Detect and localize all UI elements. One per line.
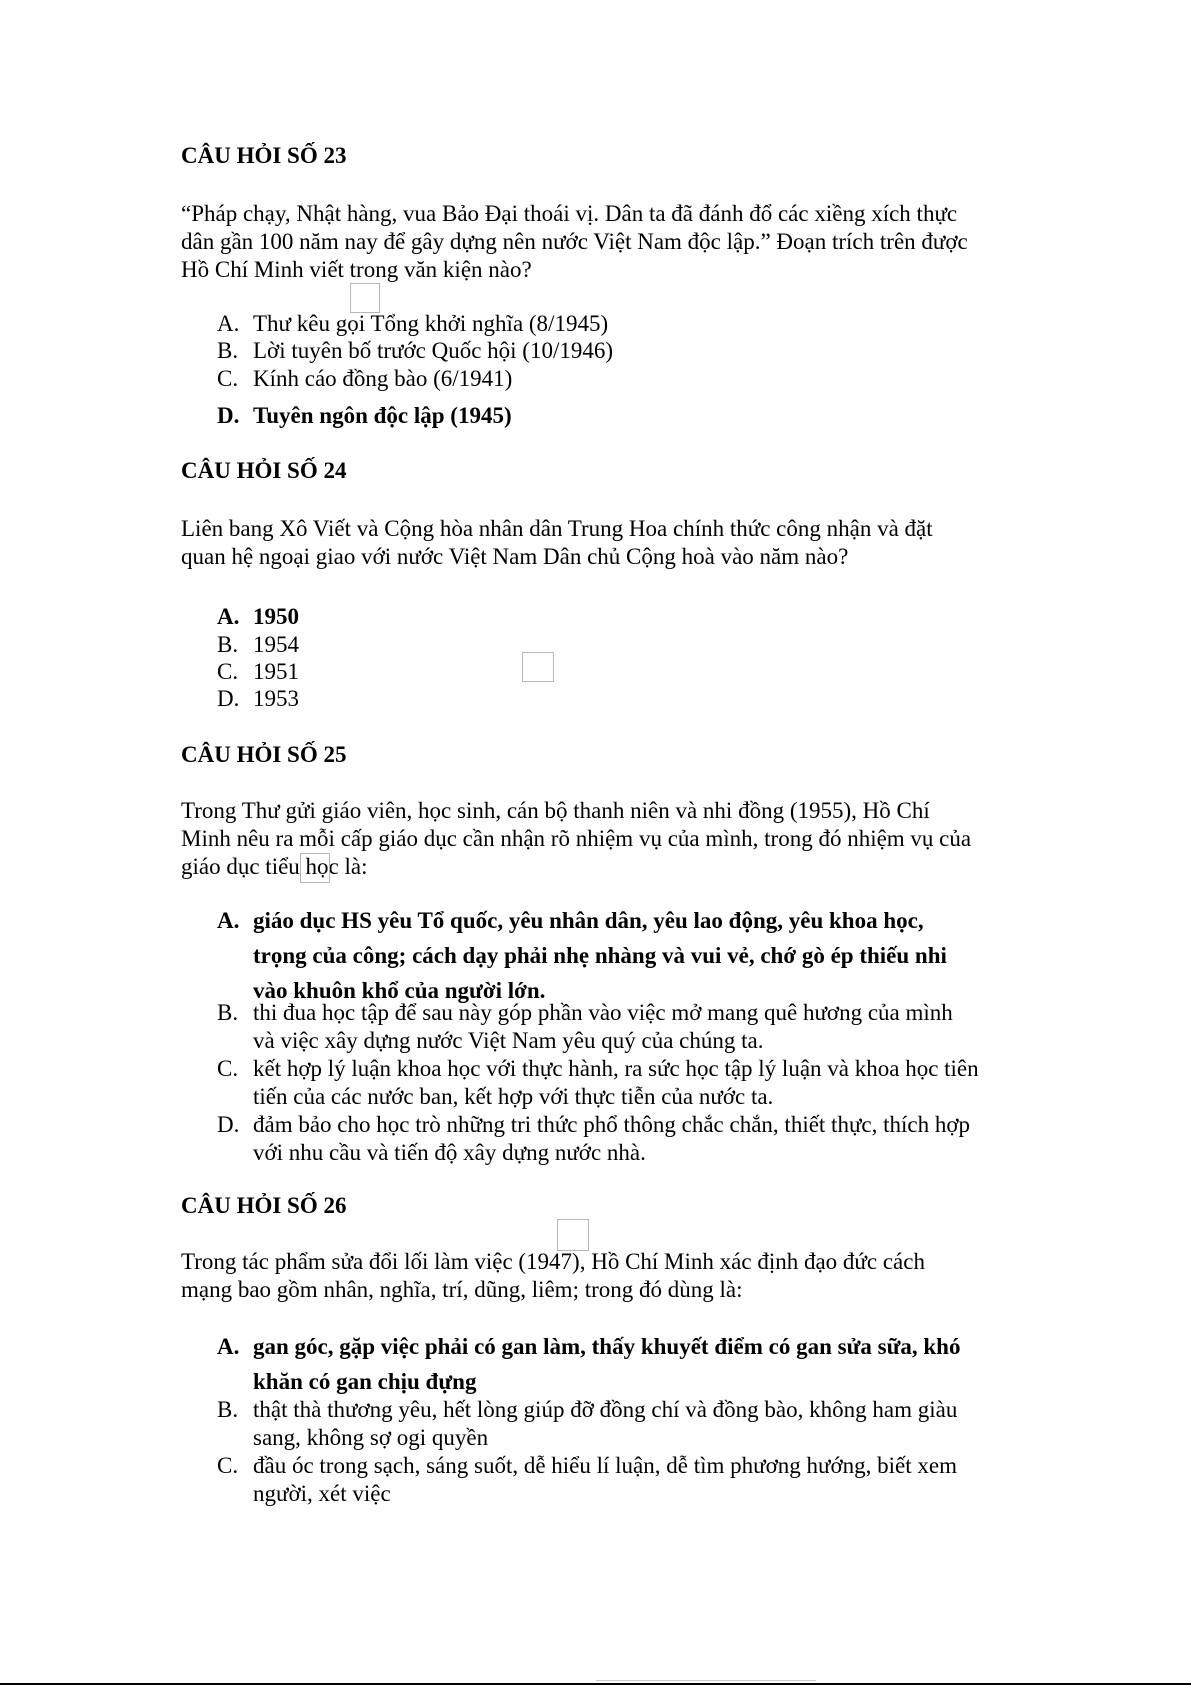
option-letter: D. [217, 686, 240, 711]
option-text: thi đua học tập để sau này góp phần vào việc mở mang quê hương của mình [253, 1000, 953, 1025]
option-text: đảm bảo cho học trò những tri thức phổ thông chắc chắn, thiết thực, thích hợp [253, 1112, 971, 1137]
option-text: và việc xây dựng nước Việt Nam yêu quý của chúng ta. [253, 1028, 764, 1053]
option-text: thật thà thương yêu, hết lòng giúp đỡ đồng chí và đồng bào, không ham giàu [253, 1397, 958, 1422]
question-25-option-a-correct [217, 907, 1017, 1005]
option-text: gan góc, gặp việc phải có gan làm, thấy khuyết điểm có gan sửa sữa, khó [253, 1334, 961, 1359]
question-26-text [181, 1248, 925, 1304]
option-letter: A. [217, 1334, 240, 1359]
question-25-heading: CÂU HỎI SỐ 25 [181, 742, 347, 767]
question-line: mạng bao gồm nhân, nghĩa, trí, dũng, liêm; trong đó dùng là: [181, 1277, 743, 1302]
question-line: Liên bang Xô Viết và Cộng hòa nhân dân Trung Hoa chính thức công nhận và đặt [181, 516, 933, 541]
option-text: đầu óc trong sạch, sáng suốt, dễ hiểu lí luận, dễ tìm phương hướng, biết xem [253, 1453, 957, 1478]
question-23-text [181, 200, 968, 284]
option-text: vào khuôn khổ của người lớn. [253, 978, 546, 1003]
option-letter: A. [217, 604, 240, 629]
question-26-heading: CÂU HỎI SỐ 26 [181, 1193, 347, 1218]
option-text: kết hợp lý luận khoa học với thực hành, ra sức học tập lý luận và khoa học tiên [253, 1056, 979, 1081]
option-text: Tuyên ngôn độc lập (1945) [253, 403, 512, 428]
question-24-text [181, 515, 933, 571]
question-25-option-d [217, 1111, 1017, 1167]
question-23-option-d-correct [217, 402, 1017, 430]
option-text: khăn có gan chịu đựng [253, 1369, 477, 1394]
option-text: Kính cáo đồng bào (6/1941) [253, 366, 513, 391]
question-24-option-d [217, 685, 1017, 713]
option-letter: A. [217, 908, 240, 933]
question-line: dân gần 100 năm nay để gây dựng nên nước Việt Nam độc lập.” Đoạn trích trên được [181, 229, 968, 254]
option-letter: C. [217, 1056, 239, 1081]
question-line: “Pháp chạy, Nhật hàng, vua Bảo Đại thoái vị. Dân ta đã đánh đổ các xiềng xích thực [181, 201, 958, 226]
option-text: 1951 [253, 659, 299, 684]
option-letter: B. [217, 632, 239, 657]
question-23-option-a [217, 310, 1017, 338]
question-line: Minh nêu ra mỗi cấp giáo dục cần nhận rõ nhiệm vụ của mình, trong đó nhiệm vụ của [181, 826, 972, 851]
option-letter: C. [217, 659, 239, 684]
option-letter: D. [217, 403, 240, 428]
question-26-option-c [217, 1452, 1017, 1508]
option-text: với nhu cầu và tiến độ xây dựng nước nhà. [253, 1140, 646, 1165]
question-25-option-b [217, 999, 1017, 1055]
question-24-option-a-correct [217, 603, 1017, 631]
option-letter: D. [217, 1112, 240, 1137]
empty-box-artifact [557, 1219, 589, 1251]
option-text: trọng của công; cách dạy phải nhẹ nhàng và vui vẻ, chớ gò ép thiếu nhi [253, 943, 947, 968]
option-text: tiến của các nước ban, kết hợp với thực tiễn của nước ta. [253, 1084, 774, 1109]
option-letter: C. [217, 366, 239, 391]
option-text: sang, không sợ ogi quyền [253, 1425, 489, 1450]
option-letter: B. [217, 1397, 239, 1422]
question-23-heading: CÂU HỎI SỐ 23 [181, 143, 347, 168]
page-bottom-rule-light [596, 1680, 816, 1681]
question-23-option-b [217, 337, 1017, 365]
option-text: 1953 [253, 686, 299, 711]
question-24-heading: CÂU HỎI SỐ 24 [181, 458, 347, 483]
question-23-option-c [217, 365, 1017, 393]
empty-box-artifact [522, 652, 554, 682]
option-letter: C. [217, 1453, 239, 1478]
option-letter: A. [217, 311, 240, 336]
option-letter: B. [217, 1000, 239, 1025]
question-line: quan hệ ngoại giao với nước Việt Nam Dân chủ Cộng hoà vào năm nào? [181, 544, 849, 569]
option-text: 1954 [253, 632, 299, 657]
empty-box-artifact [300, 853, 330, 883]
question-line: Hồ Chí Minh viết trong văn kiện nào? [181, 257, 532, 282]
question-line: Trong tác phẩm sửa đổi lối làm việc (1947), Hồ Chí Minh xác định đạo đức cách [181, 1249, 925, 1274]
option-text: 1950 [253, 604, 299, 629]
question-line: giáo dục tiểu học là: [181, 854, 368, 879]
question-24-option-b [217, 631, 1017, 659]
question-24-option-c [217, 658, 1017, 686]
empty-box-artifact [350, 283, 380, 313]
question-25-option-c [217, 1055, 1017, 1111]
option-letter: B. [217, 338, 239, 363]
option-text: Lời tuyên bố trước Quốc hội (10/1946) [253, 338, 614, 363]
option-text: Thư kêu gọi Tổng khởi nghĩa (8/1945) [253, 311, 609, 336]
question-line: Trong Thư gửi giáo viên, học sinh, cán bộ thanh niên và nhi đồng (1955), Hồ Chí [181, 798, 930, 823]
option-text: giáo dục HS yêu Tổ quốc, yêu nhân dân, yêu lao động, yêu khoa học, [253, 908, 924, 933]
question-26-option-a-correct [217, 1333, 1017, 1396]
option-text: người, xét việc [253, 1481, 391, 1506]
question-26-option-b [217, 1396, 1017, 1452]
